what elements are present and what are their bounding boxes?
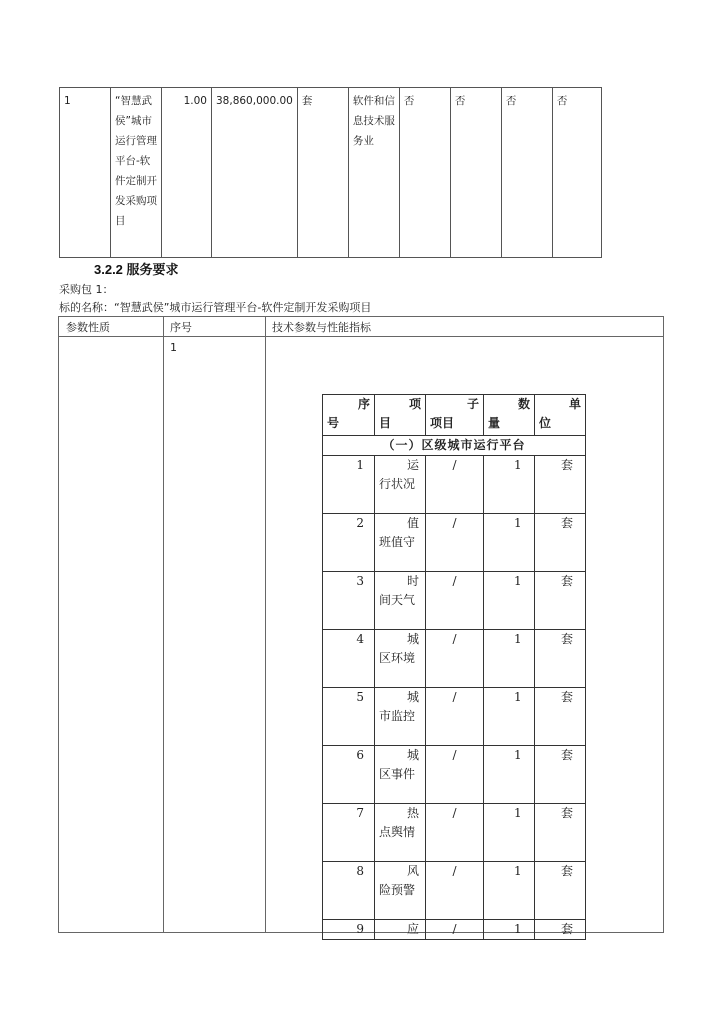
row-name	[375, 456, 426, 514]
row-name-text: 值班值守	[379, 516, 420, 549]
h-sub-b: 项目	[430, 416, 455, 430]
items-header-row	[323, 395, 586, 436]
row-qty: 1	[484, 862, 535, 920]
row-no: 8	[323, 862, 375, 920]
row-unit: 套	[535, 456, 586, 514]
table-row	[323, 804, 586, 862]
header-attribute: 参数性质	[66, 321, 110, 334]
row-sub: /	[426, 630, 484, 688]
row-unit: 套	[535, 572, 586, 630]
row-sub: /	[426, 746, 484, 804]
row-name-text: 城区环境	[379, 632, 420, 665]
row-name-text: 城区事件	[379, 748, 420, 781]
procurement-name-text: “智慧武侯”城市运行管理平台-软件定制开发采购项目	[115, 95, 157, 227]
table-row	[323, 688, 586, 746]
row-sub: /	[426, 456, 484, 514]
procurement-unit: 套	[297, 88, 348, 258]
row-sub: /	[426, 514, 484, 572]
h-unit-b: 位	[539, 416, 552, 430]
table-row	[323, 862, 586, 920]
spec-seq-value: 1	[170, 341, 177, 354]
row-no: 7	[323, 804, 375, 862]
table-row	[323, 746, 586, 804]
row-qty: 1	[484, 456, 535, 514]
procurement-index: 1	[60, 88, 111, 258]
row-name	[375, 514, 426, 572]
row-sub: /	[426, 572, 484, 630]
row-name	[375, 804, 426, 862]
table-row	[323, 456, 586, 514]
h-item-a: 项	[408, 397, 421, 411]
row-qty: 1	[484, 804, 535, 862]
row-no: 4	[323, 630, 375, 688]
table-row	[323, 920, 586, 940]
row-qty: 1	[484, 514, 535, 572]
h-sub-a: 子	[466, 397, 479, 411]
row-unit: 套	[535, 804, 586, 862]
procurement-flag-3: 否	[501, 88, 552, 258]
row-name	[375, 920, 426, 940]
row-sub: /	[426, 688, 484, 746]
row-unit: 套	[535, 862, 586, 920]
row-no: 3	[323, 572, 375, 630]
procurement-flag-4: 否	[552, 88, 601, 258]
row-qty: 1	[484, 688, 535, 746]
procurement-amount: 38,860,000.00	[212, 88, 298, 258]
h-item-b: 目	[379, 416, 392, 430]
row-no: 9	[323, 920, 375, 940]
row-sub: /	[426, 804, 484, 862]
procurement-flag-2: 否	[450, 88, 501, 258]
table-row	[323, 572, 586, 630]
table-row	[323, 514, 586, 572]
row-unit: 套	[535, 746, 586, 804]
subject-name: 标的名称：“智慧武侯”城市运行管理平台-软件定制开发采购项目	[59, 301, 372, 314]
items-header-qty	[484, 395, 535, 436]
table-row	[323, 630, 586, 688]
header-seq: 序号	[170, 321, 192, 334]
items-table	[322, 394, 586, 940]
row-name-text: 运行状况	[379, 458, 420, 491]
row-unit: 套	[535, 630, 586, 688]
row-unit: 套	[535, 688, 586, 746]
h-qty-b: 量	[488, 416, 501, 430]
procurement-industry	[348, 88, 399, 258]
row-qty: 1	[484, 572, 535, 630]
row-name	[375, 630, 426, 688]
procurement-industry-text: 软件和信息技术服务业	[352, 95, 395, 147]
spec-divider-2	[265, 317, 266, 932]
items-header-unit	[535, 395, 586, 436]
row-qty: 1	[484, 630, 535, 688]
row-name	[375, 746, 426, 804]
h-seq-a: 序	[357, 397, 370, 411]
section-title: 3.2.2 服务要求	[94, 262, 179, 277]
spec-divider-1	[163, 317, 164, 932]
row-sub: /	[426, 920, 484, 940]
row-no: 5	[323, 688, 375, 746]
row-name-text: 应	[407, 922, 420, 936]
procurement-name	[111, 88, 162, 258]
row-unit: 套	[535, 920, 586, 940]
row-sub: /	[426, 862, 484, 920]
items-group-title: （一）区级城市运行平台	[323, 436, 586, 456]
items-group-row	[323, 436, 586, 456]
row-name-text: 时间天气	[379, 574, 420, 607]
row-name	[375, 862, 426, 920]
row-qty: 1	[484, 746, 535, 804]
header-spec: 技术参数与性能指标	[272, 321, 371, 334]
h-seq-b: 号	[327, 416, 340, 430]
h-qty-a: 数	[517, 397, 530, 411]
items-header-item	[375, 395, 426, 436]
items-header-seq	[323, 395, 375, 436]
items-header-sub	[426, 395, 484, 436]
row-unit: 套	[535, 514, 586, 572]
procurement-flag-1: 否	[399, 88, 450, 258]
row-no: 2	[323, 514, 375, 572]
row-qty: 1	[484, 920, 535, 940]
row-name-text: 热点舆情	[379, 806, 420, 839]
procurement-quantity: 1.00	[162, 88, 212, 258]
h-unit-a: 单	[568, 397, 581, 411]
row-name-text: 风险预警	[379, 864, 420, 897]
row-no: 6	[323, 746, 375, 804]
procurement-row	[60, 88, 602, 258]
row-name	[375, 688, 426, 746]
package-label: 采购包 1：	[59, 283, 114, 296]
row-name-text: 城市监控	[379, 690, 420, 723]
row-name	[375, 572, 426, 630]
row-no: 1	[323, 456, 375, 514]
procurement-summary-table	[59, 87, 602, 258]
